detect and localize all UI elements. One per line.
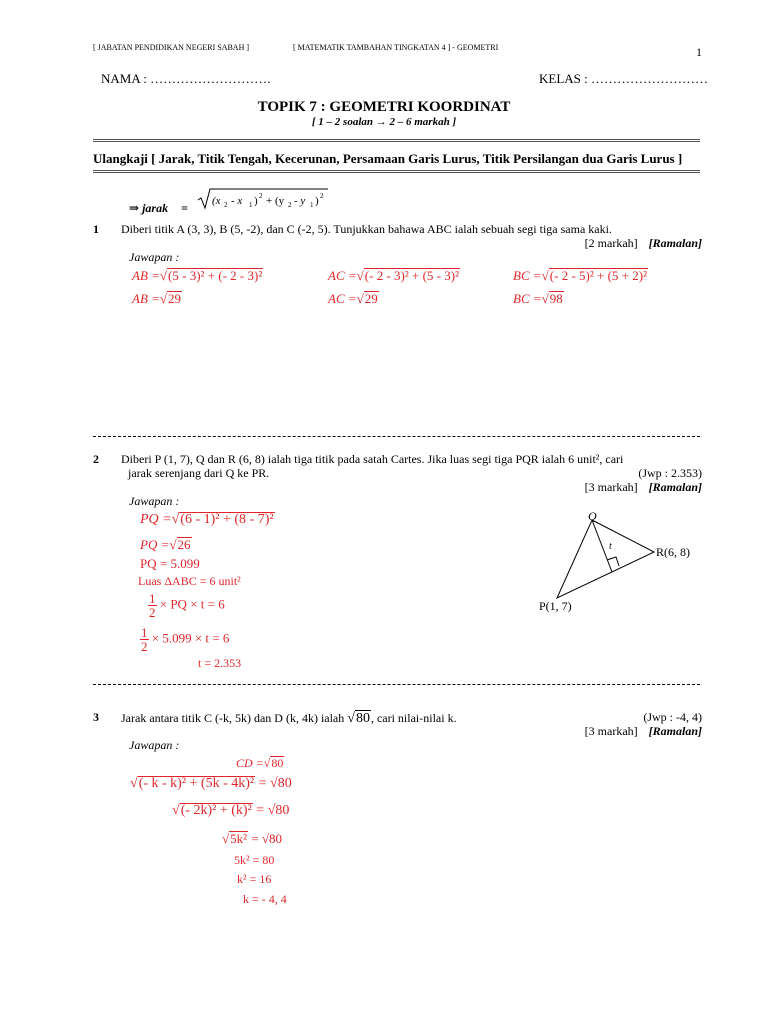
q3-l2-rhs: = √80 bbox=[258, 776, 292, 791]
q2-jawapan: Jawapan : bbox=[129, 494, 180, 508]
q3-l1-rad: 80 bbox=[271, 756, 284, 770]
q1-ab1-lhs: AB = bbox=[132, 268, 160, 283]
q1-bc-line2: BC =√98 bbox=[513, 291, 563, 306]
header-middle: [ MATEMATIK TAMBAHAN TINGKATAN 4 ] - GEOMETRI bbox=[293, 43, 499, 52]
svg-text:- x: - x bbox=[231, 195, 243, 207]
frac-num: 1 bbox=[141, 625, 148, 640]
q3-l2-rad: (- k - k)² + (5k - 4k)² bbox=[138, 776, 255, 791]
q2-pq1-rad: (6 - 1)² + (8 - 7)² bbox=[180, 512, 274, 527]
review-text: [ Jarak, Titik Tengah, Kecerunan, Persamaan Garis Lurus, Titik Persilangan dua Garis Lurus ] bbox=[151, 151, 683, 166]
q1-jawapan: Jawapan : bbox=[129, 250, 180, 264]
nama-field bbox=[101, 71, 270, 87]
q2-marks bbox=[585, 480, 702, 495]
topic-title: TOPIK 7 : GEOMETRI KOORDINAT bbox=[257, 99, 511, 115]
q1-bc2-rad: 98 bbox=[549, 291, 563, 306]
formula-jarak: jarak bbox=[142, 201, 169, 215]
kelas-label: KELAS : bbox=[539, 71, 588, 86]
q1-ab1-rad: (5 - 3)² + (- 2 - 3)² bbox=[168, 268, 263, 283]
svg-text:2: 2 bbox=[224, 201, 228, 209]
formula-label bbox=[129, 201, 188, 216]
q2-pq2-rad: 26 bbox=[177, 537, 191, 552]
q3-line1: CD =√80 bbox=[236, 756, 284, 770]
vertex-R-label: R(6, 8) bbox=[656, 545, 690, 559]
svg-text:): ) bbox=[254, 195, 258, 207]
q2-t-result: t = 2.353 bbox=[198, 656, 242, 670]
header-left: [ JABATAN PENDIDIKAN NEGERI SABAH ] bbox=[93, 43, 250, 52]
kelas-dots: ……………………… bbox=[591, 71, 708, 86]
q2-pq-line3: PQ = 5.099 bbox=[140, 556, 200, 571]
kelas-field bbox=[539, 71, 708, 87]
q3-marks bbox=[585, 724, 702, 739]
q3-line4: √5k² = √80 bbox=[222, 831, 283, 846]
q3-jwp: (Jwp : -4, 4) bbox=[643, 710, 702, 724]
q1-tag: [Ramalan] bbox=[648, 236, 702, 250]
q3-marks-value: [3 markah] bbox=[584, 724, 638, 738]
q2-step2 bbox=[140, 626, 229, 653]
divider bbox=[93, 139, 700, 142]
q2-luas: Luas ΔABC = 6 unit² bbox=[138, 574, 241, 588]
svg-text:(x: (x bbox=[212, 195, 221, 207]
q3-l4-rad: 5k² bbox=[230, 831, 248, 846]
q3-sqrt-value: 80 bbox=[355, 711, 370, 726]
q2-step1-text: × PQ × t = 6 bbox=[159, 596, 225, 612]
q1-ac1-rad: (- 2 - 3)² + (5 - 3)² bbox=[364, 268, 459, 283]
q3-line2: √(- k - k)² + (5k - 4k)² = √80 bbox=[130, 776, 292, 791]
q1-ac2-lhs: AC = bbox=[328, 291, 357, 306]
perpendicular-t-label: t bbox=[609, 541, 612, 552]
q3-l4-rhs: = √80 bbox=[251, 831, 283, 846]
nama-label: NAMA : bbox=[101, 71, 147, 86]
svg-text:2: 2 bbox=[259, 192, 263, 200]
q2-pq-line2: PQ =√26 bbox=[140, 537, 191, 552]
review-label: Ulangkaji bbox=[93, 151, 148, 166]
svg-text:- y: - y bbox=[294, 195, 306, 207]
vertex-Q-label: Q bbox=[588, 509, 597, 523]
q3-line5: 5k² = 80 bbox=[234, 853, 275, 867]
q1-bc1-lhs: BC = bbox=[513, 268, 542, 283]
q2-marks-value: [3 markah] bbox=[584, 480, 638, 494]
q1-ab-line1: AB =√(5 - 3)² + (- 2 - 3)² bbox=[132, 268, 263, 283]
q3-text: Jarak antara titik C (-k, 5k) dan D (k, 4k) ialah √80, cari nilai-nilai k. bbox=[121, 711, 457, 726]
q3-line7: k = - 4, 4 bbox=[243, 892, 287, 906]
q3-text-main: Jarak antara titik C (-k, 5k) dan D (k, 4k) ialah bbox=[121, 711, 345, 725]
q1-text: Diberi titik A (3, 3), B (5, -2), dan C (-2, 5). Tunjukkan bahawa ABC ialah sebuah segi tiga sama kaki. bbox=[121, 222, 612, 236]
distance-formula bbox=[196, 186, 330, 212]
q3-l1-lhs: CD = bbox=[236, 756, 264, 770]
q2-pq1-lhs: PQ = bbox=[140, 512, 172, 527]
q3-text-after: , cari nilai-nilai k. bbox=[370, 711, 457, 725]
q1-bc2-lhs: BC = bbox=[513, 291, 542, 306]
q1-bc-line1: BC =√(- 2 - 5)² + (5 + 2)² bbox=[513, 268, 647, 283]
q2-number: 2 bbox=[93, 452, 99, 466]
q1-ac1-lhs: AC = bbox=[328, 268, 357, 283]
q2-pq2-lhs: PQ = bbox=[140, 537, 170, 552]
vertex-P-label: P(1, 7) bbox=[539, 599, 572, 613]
svg-text:1: 1 bbox=[249, 201, 253, 209]
q1-ab-line2: AB =√29 bbox=[132, 291, 182, 306]
q2-text1: Diberi P (1, 7), Q dan R (6, 8) ialah tiga titik pada satah Cartes. Jika luas segi tiga PQR ialah 6 unit², cari bbox=[121, 452, 624, 466]
q1-ab2-lhs: AB = bbox=[132, 291, 160, 306]
question-separator bbox=[93, 436, 700, 437]
svg-text:): ) bbox=[315, 195, 319, 207]
svg-text:+ (y: + (y bbox=[266, 195, 285, 207]
half-fraction bbox=[148, 592, 157, 619]
q1-ac-line2: AC =√29 bbox=[328, 291, 378, 306]
q1-ac2-rad: 29 bbox=[364, 291, 378, 306]
q1-marks-value: [2 markah] bbox=[584, 236, 638, 250]
q3-tag: [Ramalan] bbox=[648, 724, 702, 738]
q3-line3: √(- 2k)² + (k)² = √80 bbox=[172, 803, 290, 818]
q3-l3-rhs: = √80 bbox=[256, 803, 290, 818]
q1-ab2-rad: 29 bbox=[168, 291, 182, 306]
q2-text2: jarak serenjang dari Q ke PR. bbox=[128, 466, 270, 480]
question-separator bbox=[93, 684, 700, 685]
frac-den: 2 bbox=[149, 605, 156, 620]
q1-marks bbox=[585, 236, 702, 251]
q1-number: 1 bbox=[93, 222, 99, 236]
q1-ac-line1: AC =√(- 2 - 3)² + (5 - 3)² bbox=[328, 268, 459, 283]
q3-l3-rad: (- 2k)² + (k)² bbox=[180, 803, 252, 818]
divider bbox=[93, 170, 700, 173]
page-number: 1 bbox=[696, 45, 702, 59]
svg-text:1: 1 bbox=[310, 201, 314, 209]
q3-jawapan: Jawapan : bbox=[129, 738, 180, 752]
svg-text:2: 2 bbox=[320, 192, 324, 200]
q2-tag: [Ramalan] bbox=[648, 480, 702, 494]
q2-step1 bbox=[148, 592, 225, 619]
formula-equals: = bbox=[181, 201, 188, 215]
q2-step2-text: × 5.099 × t = 6 bbox=[151, 630, 230, 646]
q3-line6: k² = 16 bbox=[237, 872, 272, 886]
half-fraction bbox=[140, 626, 149, 653]
frac-den: 2 bbox=[141, 639, 148, 654]
review-line bbox=[93, 151, 682, 167]
nama-dots: ………………………. bbox=[150, 71, 271, 86]
svg-text:2: 2 bbox=[288, 201, 292, 209]
topic-subtitle: [ 1 – 2 soalan → 2 – 6 markah ] bbox=[311, 116, 457, 128]
q3-number: 3 bbox=[93, 710, 99, 724]
q2-pq-line1: PQ =√(6 - 1)² + (8 - 7)² bbox=[140, 512, 274, 527]
formula-arrow: ⇒ bbox=[129, 201, 140, 215]
q2-jwp: (Jwp : 2.353) bbox=[638, 466, 702, 480]
q1-bc1-rad: (- 2 - 5)² + (5 + 2)² bbox=[549, 268, 647, 283]
frac-num: 1 bbox=[149, 591, 156, 606]
